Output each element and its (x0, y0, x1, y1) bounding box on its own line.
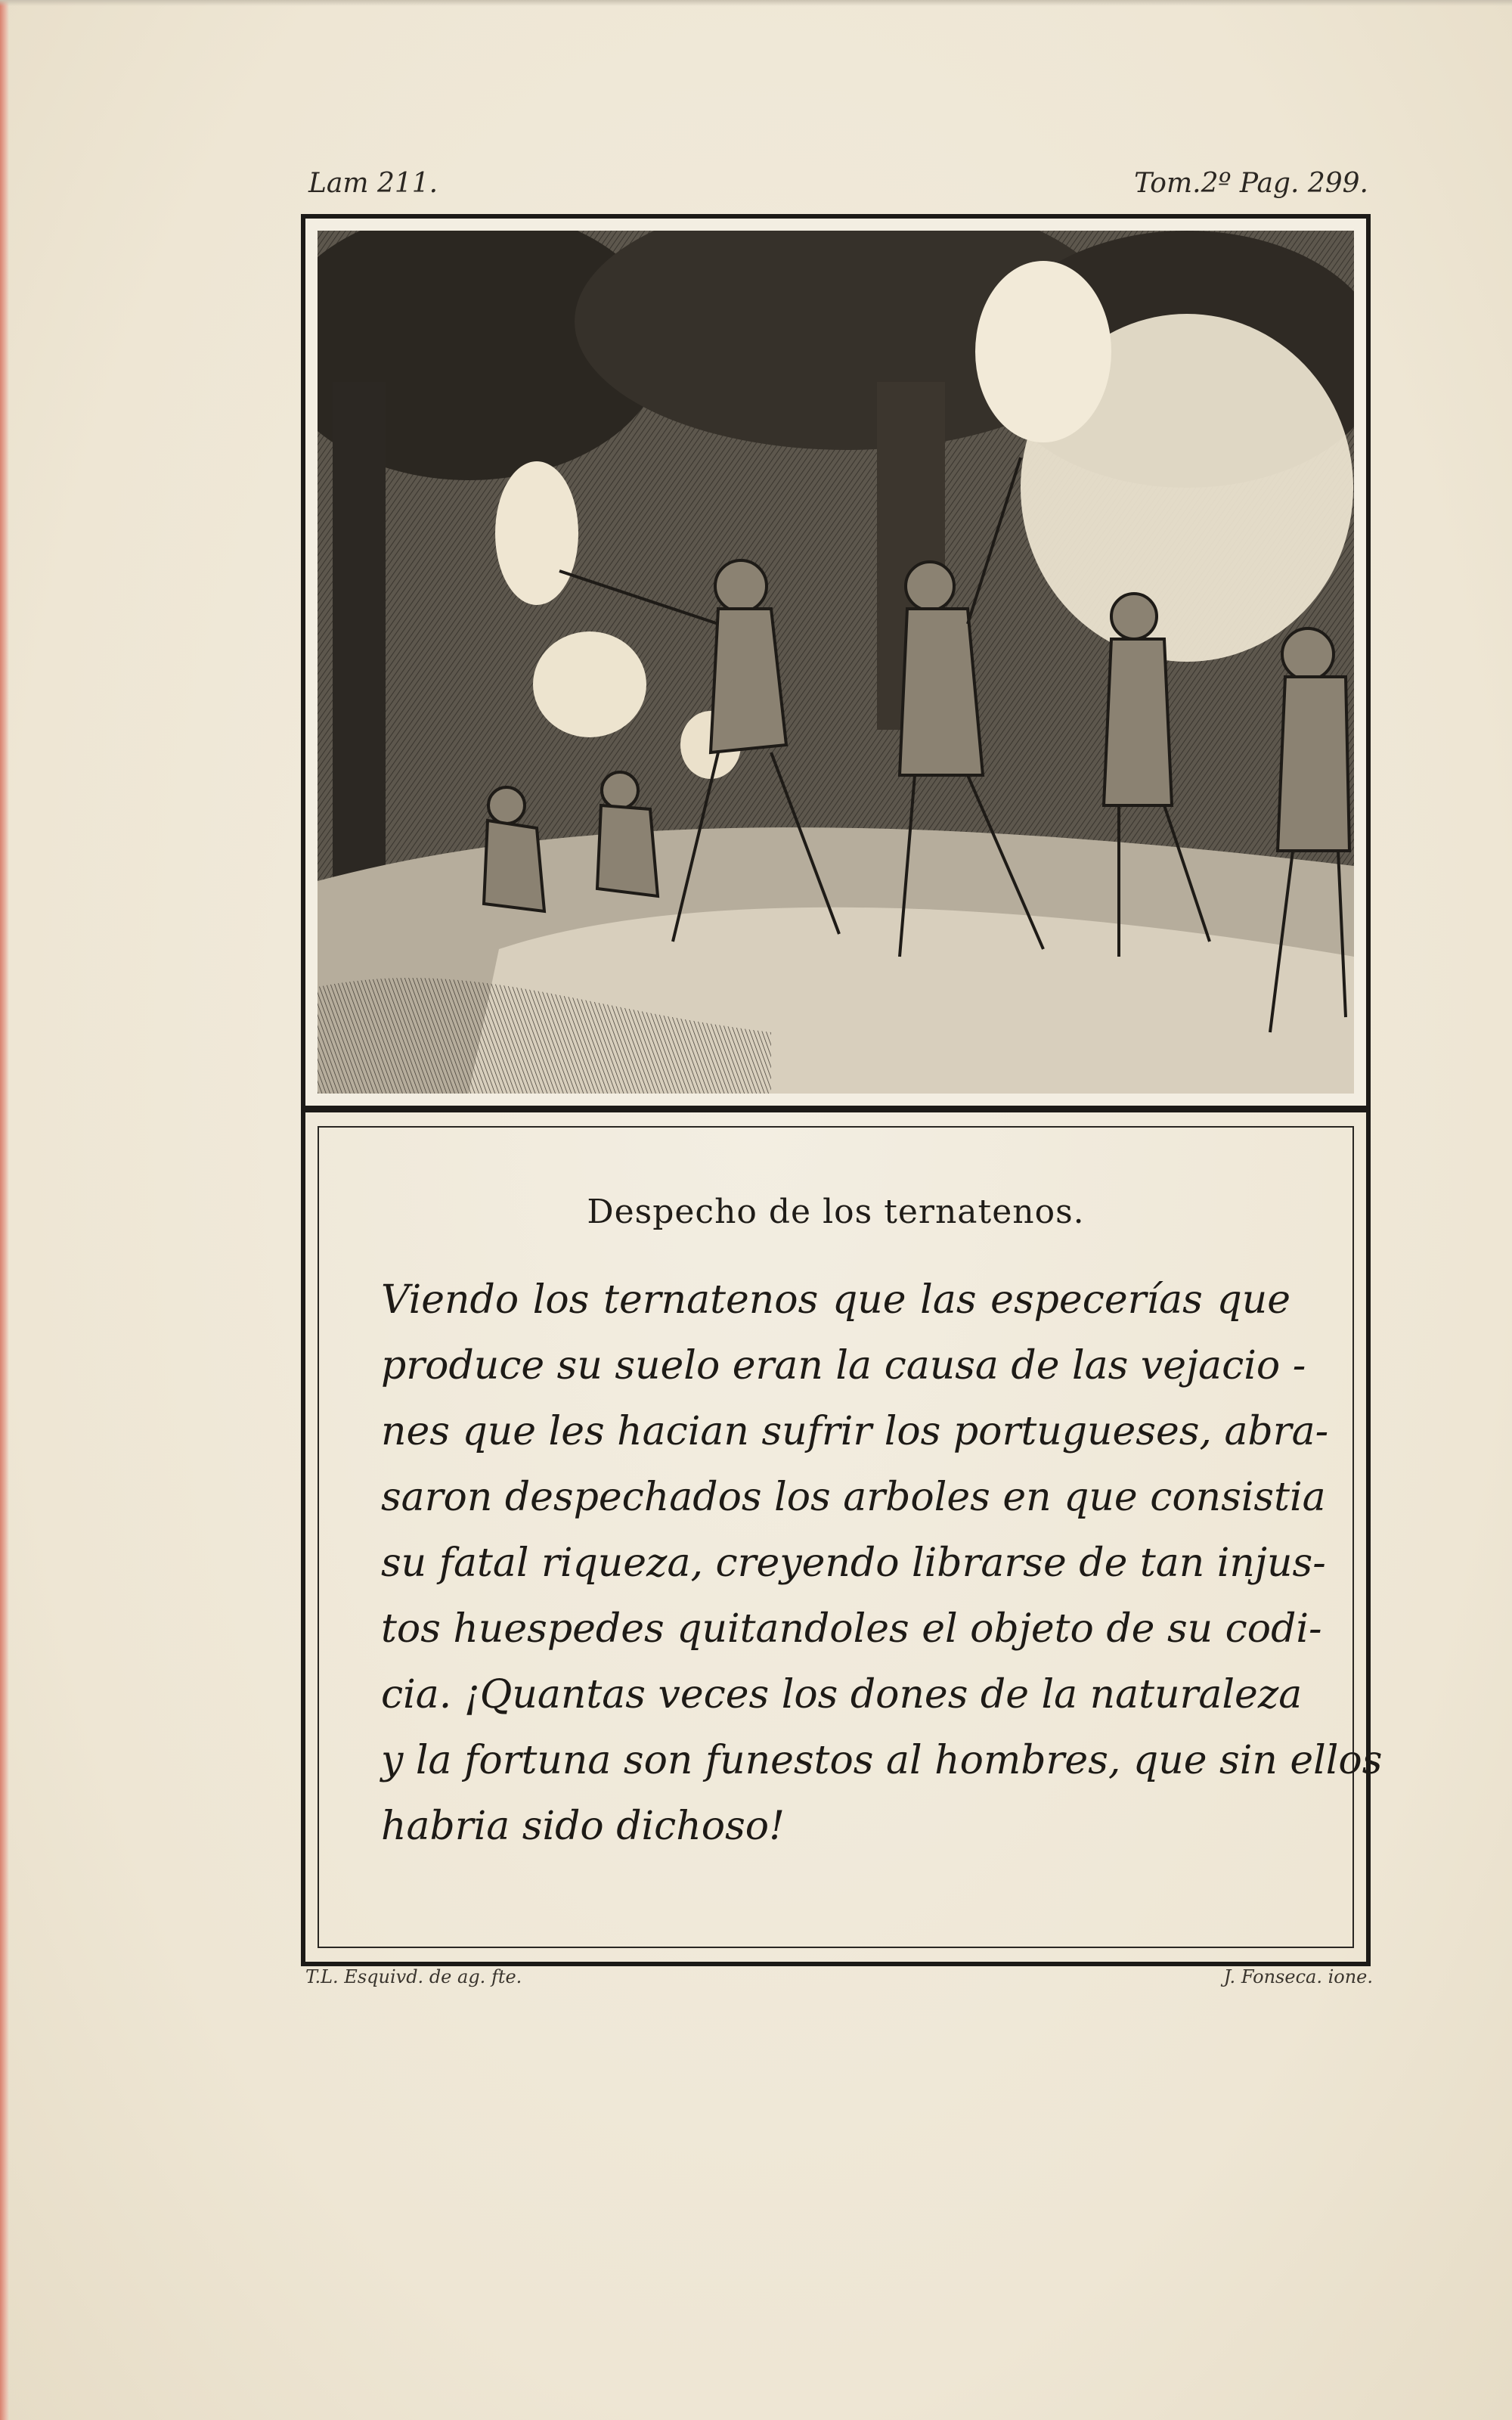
caption-line: saron despechados los arboles en que consistia (381, 1475, 1326, 1520)
caption-frame (301, 1108, 1383, 1966)
top-page-edge (0, 0, 1512, 6)
engraving-illustration (318, 231, 1354, 1094)
volume-page-reference: Tom.2º Pag. 299. (1134, 168, 1368, 199)
caption-line: produce su suelo eran la causa de las vejacio - (381, 1343, 1306, 1388)
caption-line: habria sido dichoso! (381, 1804, 785, 1849)
caption-line: su fatal riqueza, creyendo librarse de tan injus- (381, 1540, 1326, 1586)
caption-line: y la fortuna son funestos al hombres, que sin ellos (381, 1738, 1383, 1783)
caption-title: Despecho de los ternatenos. (587, 1193, 1085, 1231)
artist-credit: T.L. Esquivd. de ag. fte. (305, 1966, 522, 1987)
engraving-frame (301, 214, 1371, 1110)
engraver-credit: J. Fonseca. ione. (1223, 1966, 1373, 1987)
caption-line: cia. ¡Quantas veces los dones de la naturaleza (381, 1672, 1303, 1717)
torch-flame-lower (533, 631, 646, 737)
caption-line: tos huespedes quitandoles el objeto de su codi- (381, 1606, 1322, 1652)
plate-number: Lam 211. (308, 168, 438, 199)
red-page-edge (0, 0, 9, 2420)
caption-text (381, 1267, 1383, 1860)
torch-flame-left (495, 461, 578, 605)
torch-flame-raised (975, 261, 1111, 442)
caption-line: Viendo los ternatenos que las especerías que (381, 1277, 1290, 1323)
caption-line: nes que les hacian sufrir los portugueses, abra- (381, 1409, 1329, 1454)
caption-inner-frame (318, 1126, 1383, 1948)
